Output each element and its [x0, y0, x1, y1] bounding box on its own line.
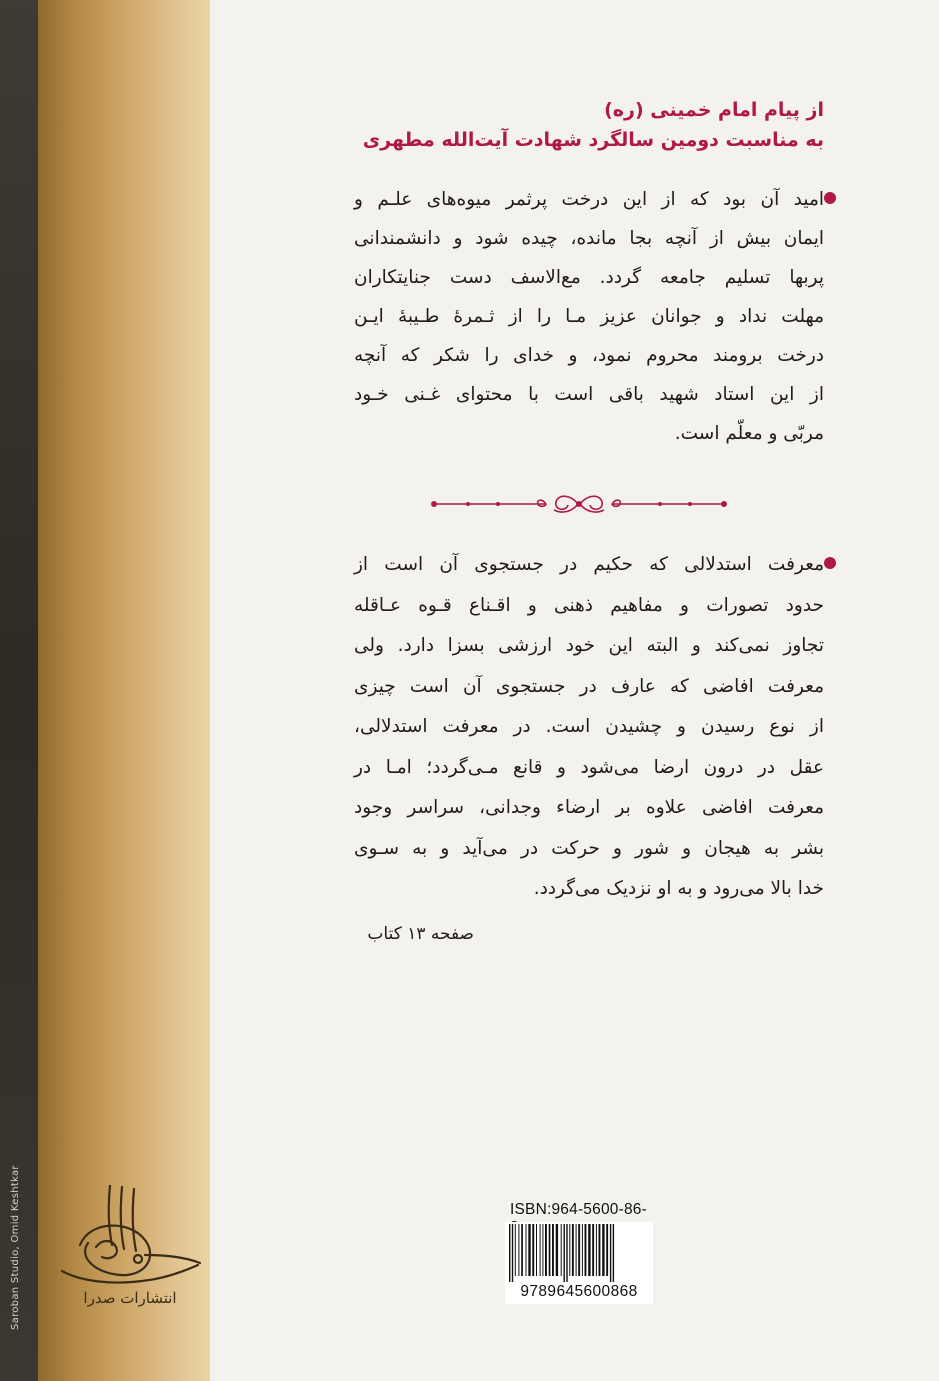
paragraph-line: پربها تسلیم جامعه گردد. مع‌الاسف دست جنایتکاران [354, 267, 824, 288]
barcode-bar [526, 1224, 527, 1276]
barcode-bar [576, 1224, 577, 1276]
paragraph-line: ایمان بیش از آنچه بجا مانده، چیده شود و دانشمندانی [354, 228, 824, 249]
paragraph-line: عقل در درون ارضا می‌شود و قانع مـی‌گردد؛ امـا در [354, 756, 824, 778]
paragraph-line: معرفت افاضی علاوه بر ارضاء وجدانی، سراسر وجود [354, 797, 824, 818]
barcode-bar [564, 1224, 565, 1282]
paragraph-line: بشر به هیجان و شور و حرکت در می‌آید و به سـوی [354, 837, 824, 859]
barcode-bar [588, 1224, 590, 1276]
barcode-bar [606, 1224, 608, 1276]
barcode-bar [561, 1224, 562, 1276]
barcode-bar [582, 1224, 583, 1276]
paragraph-line: خدا بالا می‌رود و به او نزدیک می‌گردد. [533, 878, 824, 899]
paragraph-line: مهلت نداد و جوانان عزیز مـا را از ثـمرهٔ طـیبهٔ ایـن [354, 306, 824, 327]
paragraph-line: از نوع رسیدن و چشیدن است. در معرفت استدلالی، [354, 716, 824, 737]
barcode-bar [602, 1224, 604, 1276]
barcode-bar [512, 1224, 513, 1282]
barcode-bar [509, 1224, 510, 1282]
isbn-label: ISBN:964-5600-86- [510, 1201, 647, 1218]
barcode-bar [515, 1224, 516, 1276]
heading-line-2: به مناسبت دومین سالگرد شهادت آیت‌الله مطهری [362, 129, 824, 151]
barcode-bar [566, 1224, 567, 1282]
paragraph-line: تجاوز نمی‌کند و البته این خود ارزشی بسزا دارد. ولی [354, 635, 824, 656]
barcode-bar [556, 1224, 558, 1276]
barcode-bar [518, 1224, 519, 1276]
paragraph-line: امید آن بود که از این درخت پرثمر میوه‌های علـم و [354, 189, 824, 210]
paragraph-line: مربّی و معلّم است. [674, 423, 824, 444]
barcode-bar [536, 1224, 537, 1276]
barcode-bar [585, 1224, 587, 1276]
page-reference: صفحه ۱۳ کتاب [367, 924, 474, 944]
barcode-bar [572, 1224, 574, 1276]
barcode-number: 9789645600868 [508, 1283, 650, 1301]
barcode-bars-icon [505, 1222, 653, 1284]
paragraph-line: درخت برومند محروم نمود، و خدای را شکر که آنچه [354, 345, 824, 366]
paragraph-line: معرفت افاضی که عارف در جستجوی آن است چیزی [354, 675, 824, 697]
barcode-bar [592, 1224, 594, 1276]
heading [234, 95, 824, 155]
barcode-bar [552, 1224, 554, 1276]
heading-line-1: از پیام امام خمینی (ره) [604, 99, 824, 121]
barcode-bar [569, 1224, 570, 1276]
barcode-bar [596, 1224, 597, 1276]
decorative-gold-band [38, 0, 210, 1381]
bullet-icon [824, 557, 836, 569]
barcode-bar [542, 1224, 543, 1276]
barcode-bar [549, 1224, 551, 1276]
barcode-bar [540, 1224, 541, 1276]
bullet-icon [824, 192, 836, 204]
barcode-bar [610, 1224, 611, 1282]
barcode-bar [578, 1224, 580, 1276]
barcode-bar [545, 1224, 547, 1276]
paragraph-line: از این استاد شهید باقی است با محتوای غـنی خـود [354, 384, 824, 405]
publisher-name: انتشارات صدرا [83, 1289, 177, 1307]
barcode-bar [599, 1224, 601, 1276]
publisher-logo-icon [50, 1185, 210, 1315]
ornament-divider-icon [428, 490, 730, 518]
quote-paragraph-1 [354, 180, 824, 453]
barcode-bar [613, 1224, 614, 1282]
design-credit: Saroban Studio, Omid Keshtkar [10, 1165, 21, 1330]
quote-paragraph-2 [354, 545, 824, 910]
barcode-bar [521, 1224, 523, 1276]
barcode-bar [528, 1224, 530, 1276]
paragraph-line: حدود تصورات و مفاهیم ذهنی و اقـناع قـوه عـاقله [354, 594, 824, 616]
paragraph-line: معرفت استدلالی که حکیم در جستجوی آن است از [354, 554, 824, 575]
barcode-bar [532, 1224, 534, 1276]
